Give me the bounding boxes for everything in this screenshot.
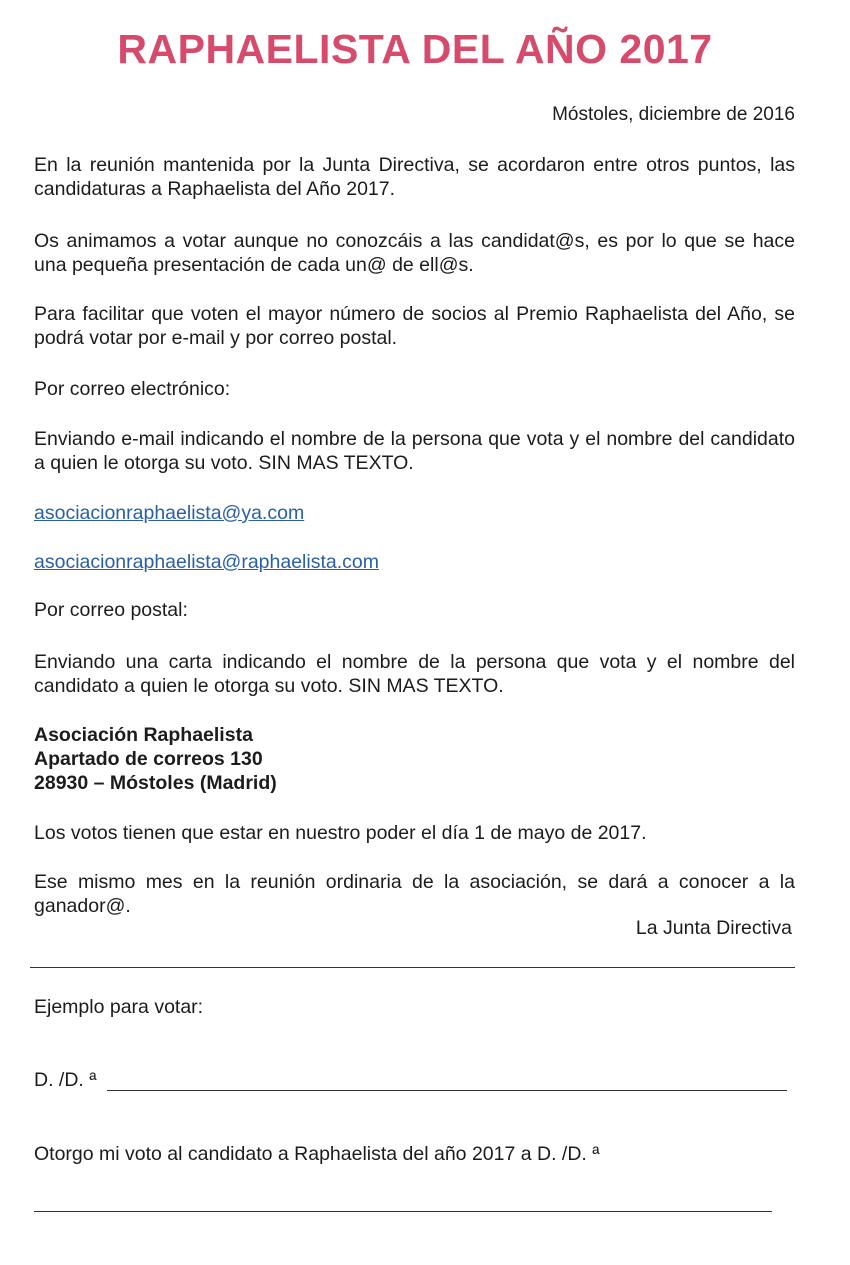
section-divider <box>30 967 795 968</box>
paragraph-voting-methods: Para facilitar que voten el mayor número de socios al Premio Raphaelista del Año, se podrá votar por e-mail y por correo postal. <box>34 303 795 349</box>
email-link-raphaelista[interactable]: asociacionraphaelista@raphaelista.com <box>34 551 379 573</box>
signature: La Junta Directiva <box>635 917 792 939</box>
candidate-fill-line[interactable] <box>34 1211 772 1212</box>
example-heading: Ejemplo para votar: <box>34 996 204 1018</box>
address-line-city: 28930 – Móstoles (Madrid) <box>34 772 277 794</box>
heading-email-vote: Por correo electrónico: <box>34 378 231 400</box>
paragraph-deadline: Los votos tienen que estar en nuestro poder el día 1 de mayo de 2017. <box>34 822 647 844</box>
paragraph-email-instructions: Enviando e-mail indicando el nombre de la persona que vota y el nombre del candidato a quien le otorga su voto. SIN MAS TEXTO. <box>34 428 795 474</box>
page-title: RAPHAELISTA DEL AÑO 2017 <box>117 26 713 72</box>
email-link-ya[interactable]: asociacionraphaelista@ya.com <box>34 502 305 524</box>
paragraph-announcement: Ese mismo mes en la reunión ordinaria de la asociación, se dará a conocer a la ganador@. <box>34 871 795 917</box>
address-line-name: Asociación Raphaelista <box>34 724 253 746</box>
heading-postal-vote: Por correo postal: <box>34 599 188 621</box>
paragraph-encourage-vote: Os animamos a votar aunque no conozcáis a las candidat@s, es por lo que se hace una pequeña presentación de cada un@ de ell@s. <box>34 230 795 276</box>
letter-date: Móstoles, diciembre de 2016 <box>552 104 795 125</box>
address-line-po-box: Apartado de correos 130 <box>34 748 263 770</box>
vote-statement: Otorgo mi voto al candidato a Raphaelista del año 2017 a D. /D. ª <box>34 1143 600 1165</box>
paragraph-meeting: En la reunión mantenida por la Junta Directiva, se acordaron entre otros puntos, las candidaturas a Raphaelista del Año 2017. <box>34 154 795 200</box>
name-fill-line[interactable] <box>107 1090 787 1091</box>
paragraph-postal-instructions: Enviando una carta indicando el nombre de la persona que vota y el nombre del candidato a quien le otorga su voto. SIN MAS TEXTO. <box>34 651 795 697</box>
name-field-label: D. /D. ª <box>34 1069 97 1091</box>
